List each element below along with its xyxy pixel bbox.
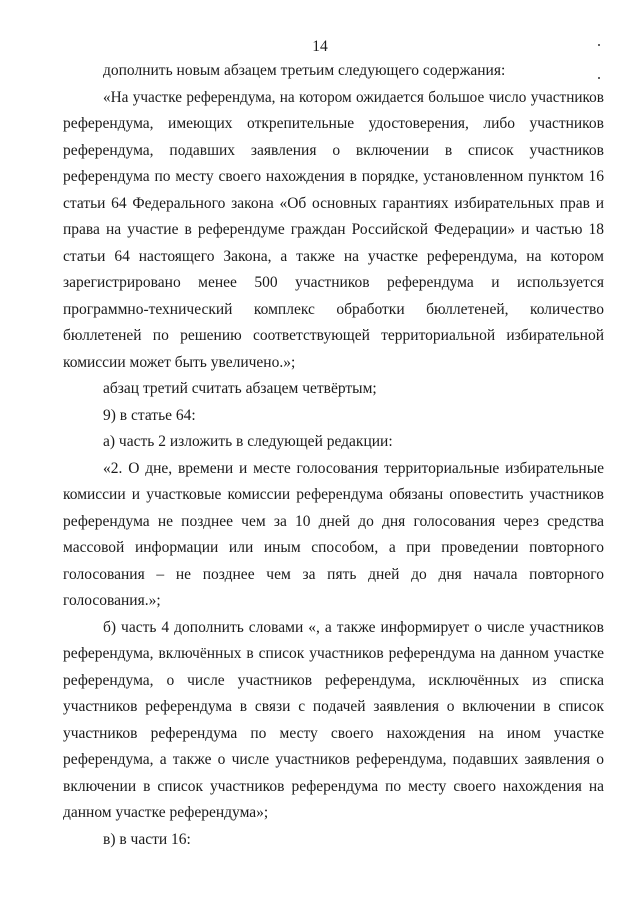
text-line: массовой информации или иным способом, а при проведении повторного (63, 539, 604, 556)
text-line: комиссии и участковые комиссии референдума обязаны оповестить участников (63, 486, 604, 503)
text-line: зарегистрировано менее 500 участников референдума и используется (63, 274, 604, 291)
text-line: дополнить новым абзацем третьим следующего содержания: (103, 62, 506, 79)
text-line: референдума, а также о числе участников референдума, подавших заявления о (63, 751, 604, 768)
text-line: статьи 64 Федерального закона «Об основных гарантиях избирательных прав и (63, 194, 604, 212)
text-line: включении в список участников референдума по месту своего нахождения на (63, 777, 604, 795)
text-line: референдума по месту своего нахождения в порядке, установленном пунктом 16 (63, 168, 604, 185)
page-number: 14 (312, 38, 328, 55)
text-line: программно-технический комплекс обработки бюллетеней, количество (63, 300, 604, 318)
text-line: референдума, о числе участников референдума, исключённых из списка (63, 671, 604, 689)
text-line: участников референдума в связи с подачей заявления о включении в список (63, 698, 604, 715)
text-line: участников референдума по месту своего нахождения на ином участке (63, 724, 604, 742)
text-line: статьи 64 настоящего Закона, а также на участке референдума, на котором (63, 247, 604, 265)
text-line: «На участке референдума, на котором ожидается большое число участников (103, 88, 604, 106)
text-line: данном участке референдума»; (63, 804, 269, 821)
text-line: а) часть 2 изложить в следующей редакции: (103, 433, 393, 450)
text-line: права на участие в референдуме граждан Российской Федерации» и частью 18 (63, 221, 604, 238)
text-line: референдума, включённых в список участников референдума на данном участке (63, 645, 604, 662)
text-line: «2. О дне, времени и месте голосования территориальные избирательные (103, 459, 604, 477)
text-line: референдума, подавших заявления о включении в список участников (63, 141, 604, 159)
text-line: референдума не позднее чем за 10 дней до дня голосования через средства (63, 512, 604, 530)
text-line: голосования.»; (63, 592, 161, 609)
scan-speck (598, 44, 600, 46)
text-line: бюллетеней по решению соответствующей территориальной избирательной (63, 327, 604, 344)
text-line: в) в части 16: (103, 830, 191, 848)
text-line: абзац третий считать абзацем четвёртым; (103, 380, 377, 397)
document-body (63, 58, 604, 853)
text-line: б) часть 4 дополнить словами «, а также информирует о числе участников (103, 618, 604, 636)
text-line: голосования – не позднее чем за пять дней до дня начала повторного (63, 565, 604, 583)
text-line: комиссии может быть увеличено.»; (63, 353, 296, 371)
text-line: референдума, имеющих открепительные удостоверения, либо участников (63, 115, 604, 132)
text-line: 9) в статье 64: (103, 406, 196, 424)
